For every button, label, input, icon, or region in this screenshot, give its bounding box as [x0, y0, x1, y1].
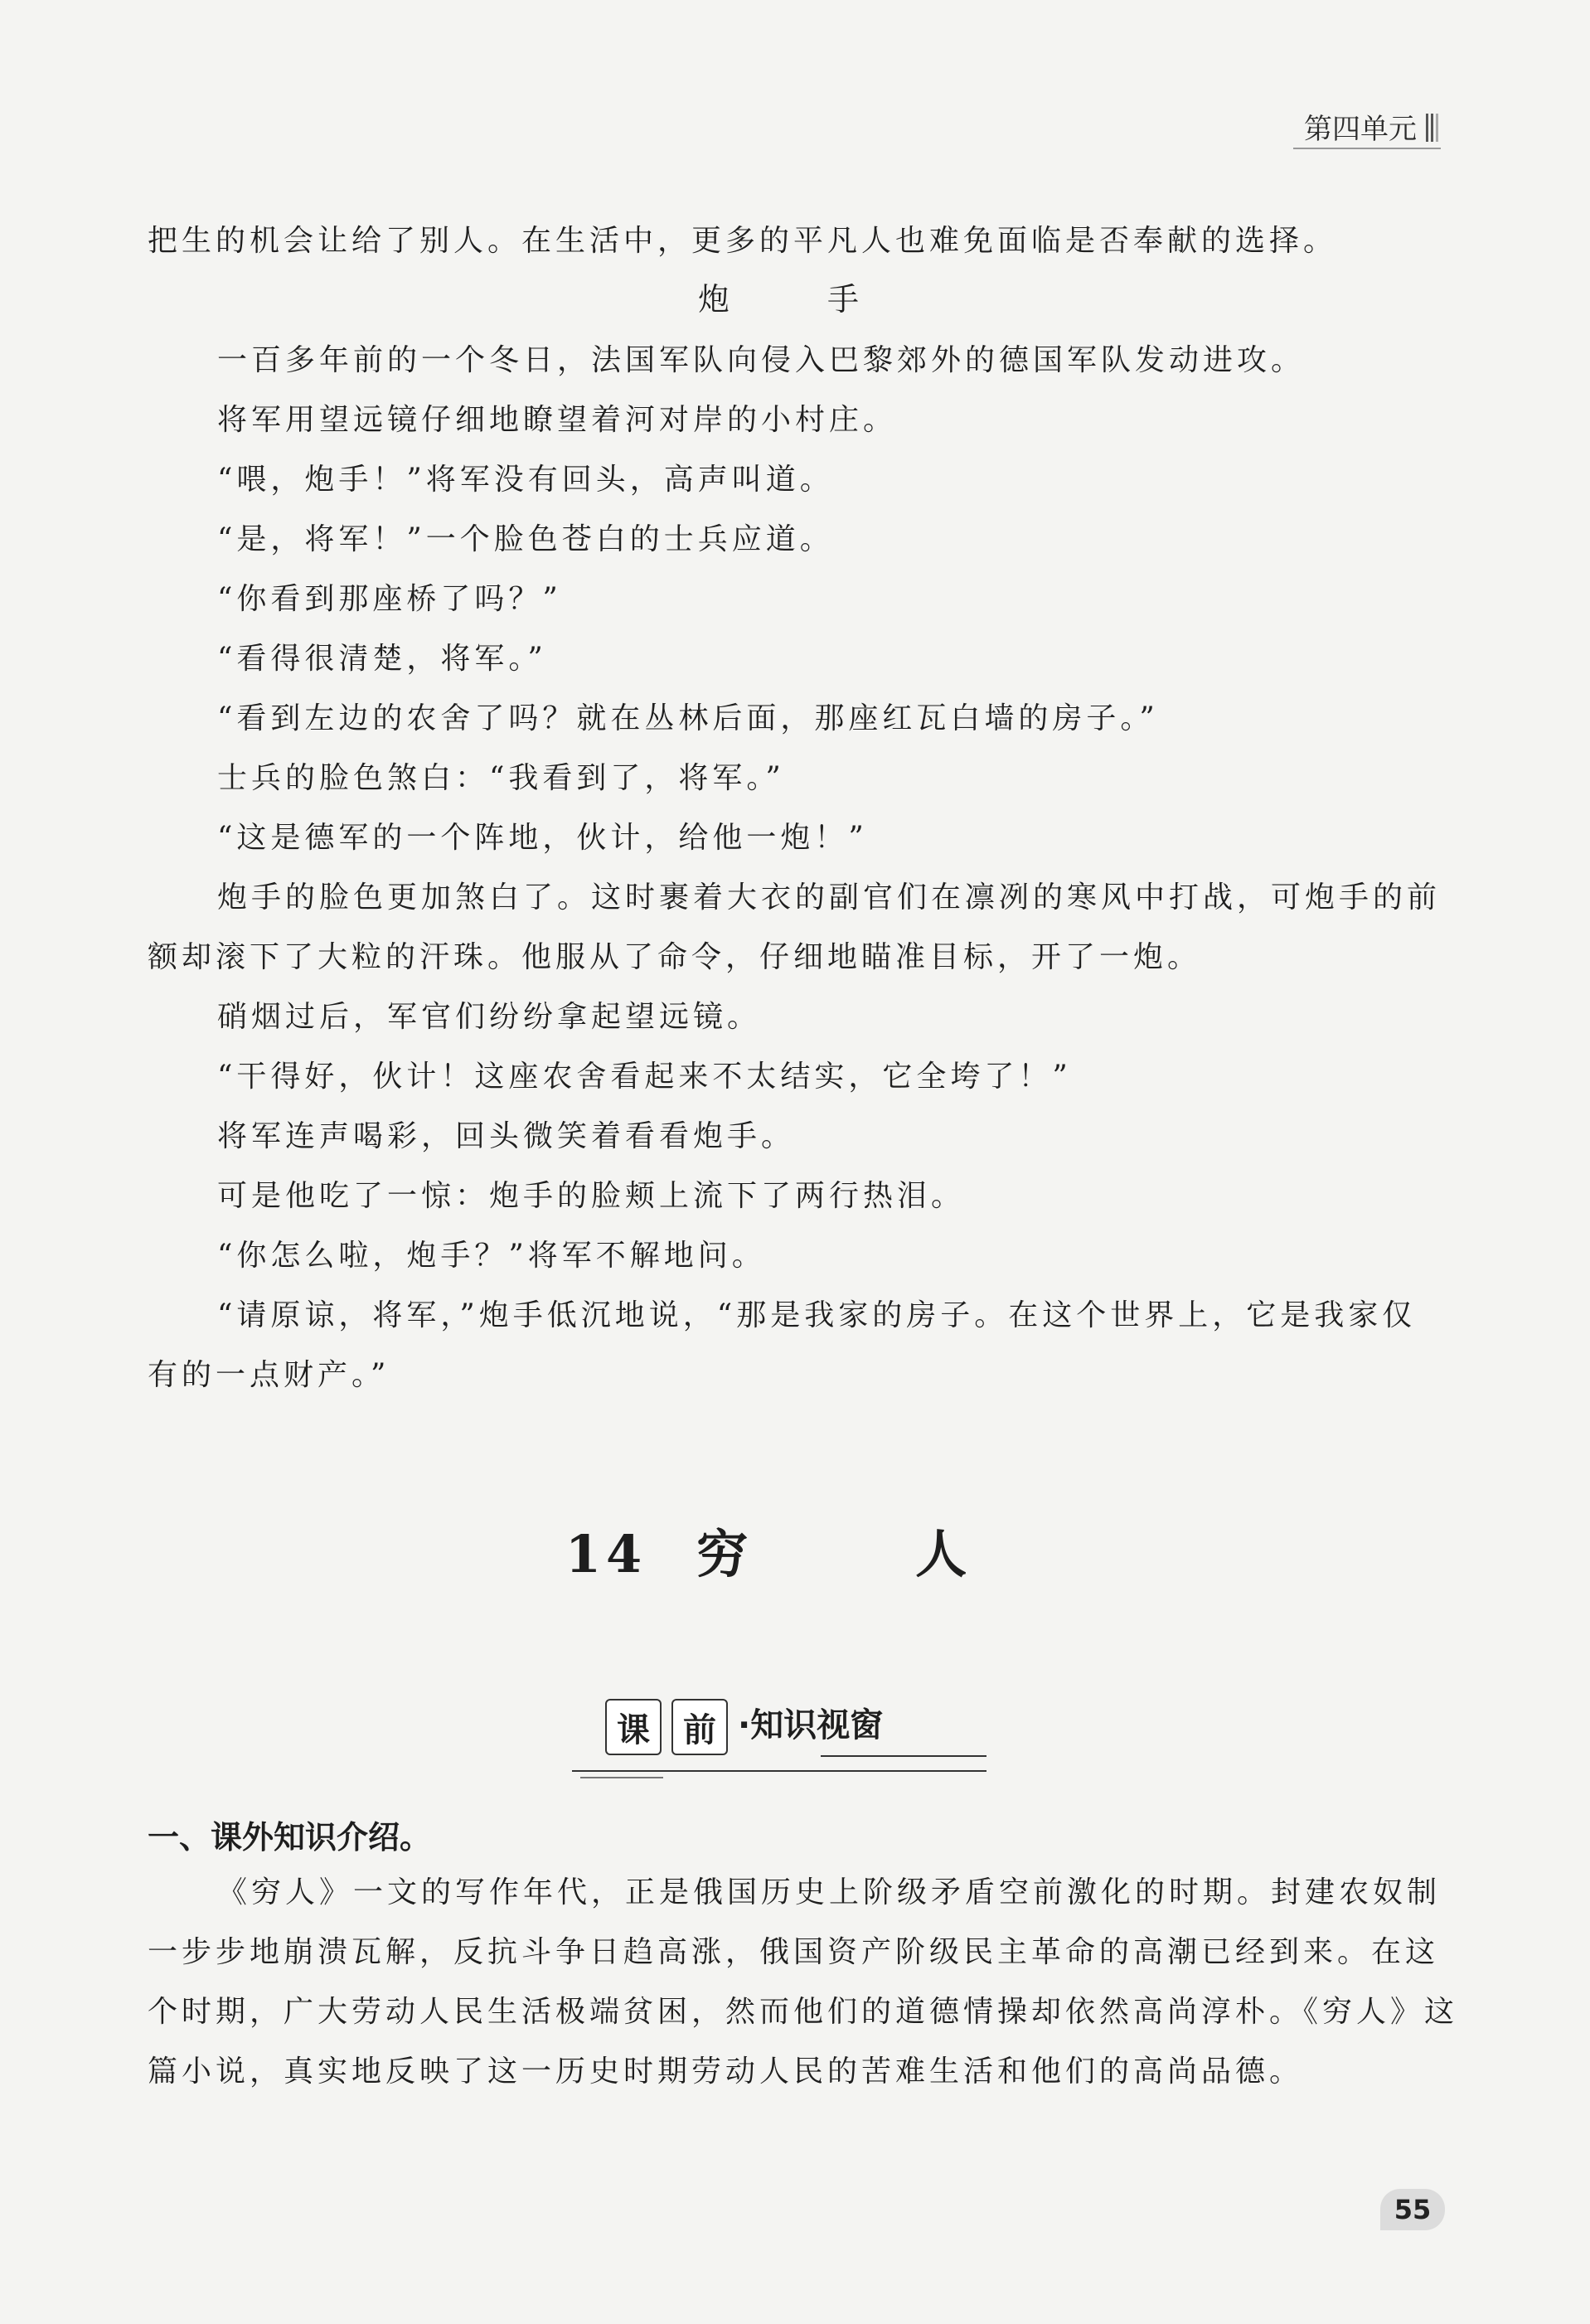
story-paragraph: “请原谅，将军，”炮手低沉地说，“那是我家的房子。在这个世界上，它是我家仅 [217, 1298, 1417, 1332]
story-paragraph: 硝烟过后，军官们纷纷拿起望远镜。 [217, 1000, 762, 1034]
chapter-title [0, 1513, 1590, 1587]
banner-rule [821, 1755, 986, 1757]
story-paragraph: “喂，炮手！”将军没有回头，高声叫道。 [217, 463, 834, 497]
intro-line: 把生的机会让给了别人。在生活中，更多的平凡人也难免面临是否奉献的选择。 [148, 224, 1338, 258]
story-paragraph: “这是德军的一个阵地，伙计，给他一炮！” [217, 821, 868, 855]
knowledge-line: 篇小说，真实地反映了这一历史时期劳动人民的苦难生活和他们的高尚品德。 [148, 2055, 1304, 2089]
story-paragraph: 额却滚下了大粒的汗珠。他服从了命令，仔细地瞄准目标，开了一炮。 [148, 940, 1202, 974]
banner-text: ·知识视窗 [738, 1706, 884, 1744]
story-paragraph: 士兵的脸色煞白：“我看到了，将军。” [217, 761, 785, 795]
story-paragraph: 有的一点财产。” [148, 1358, 390, 1392]
story-paragraph: “干得好，伙计！这座农舍看起来不太结实，它全垮了！” [217, 1060, 1072, 1094]
banner-rule [572, 1770, 986, 1772]
story-paragraph: 可是他吃了一惊：炮手的脸颊上流下了两行热泪。 [217, 1179, 966, 1213]
story-paragraph: “是，将军！”一个脸色苍白的士兵应道。 [217, 522, 834, 556]
knowledge-line: 个时期，广大劳动人民生活极端贫困，然而他们的道德情操却依然高尚淳朴。《穷人》这 [148, 1995, 1459, 2029]
banner-char-box: 课 [605, 1699, 662, 1755]
knowledge-line: 一步步地崩溃瓦解，反抗斗争日趋高涨，俄国资产阶级民主革命的高潮已经到来。在这 [148, 1935, 1440, 1969]
page-number: 55 [1380, 2189, 1445, 2230]
unit-header [1304, 106, 1438, 147]
unit-label: 第四单元 [1304, 113, 1417, 146]
header-bars-icon [1423, 110, 1438, 143]
story-paragraph: 炮手的脸色更加煞白了。这时裹着大衣的副官们在凛冽的寒风中打战，可炮手的前 [217, 881, 1442, 915]
story-paragraph: “看到左边的农舍了吗？就在丛林后面，那座红瓦白墙的房子。” [217, 701, 1159, 735]
section-banner [572, 1687, 1003, 1787]
knowledge-line: 《穷人》一文的写作年代，正是俄国历史上阶级矛盾空前激化的时期。封建农奴制 [217, 1875, 1442, 1909]
story-paragraph: 将军用望远镜仔细地瞭望着河对岸的小村庄。 [217, 403, 898, 437]
banner-rule [580, 1777, 663, 1778]
section-heading: 一、课外知识介绍。 [148, 1819, 432, 1856]
banner-char-box: 前 [671, 1699, 728, 1755]
story-title: 炮 手 [697, 281, 892, 318]
story-paragraph: 将军连声喝彩，回头微笑着看看炮手。 [217, 1119, 796, 1153]
chapter-number: 14 [565, 1524, 647, 1584]
chapter-name: 穷 人 [696, 1524, 1025, 1584]
story-paragraph: “你看到那座桥了吗？” [217, 582, 562, 616]
story-paragraph: 一百多年前的一个冬日，法国军队向侵入巴黎郊外的德国军队发动进攻。 [217, 343, 1306, 377]
story-paragraph: “看得很清楚，将军。” [217, 642, 547, 676]
header-rule [1293, 148, 1441, 149]
story-paragraph: “你怎么啦，炮手？”将军不解地问。 [217, 1239, 766, 1273]
